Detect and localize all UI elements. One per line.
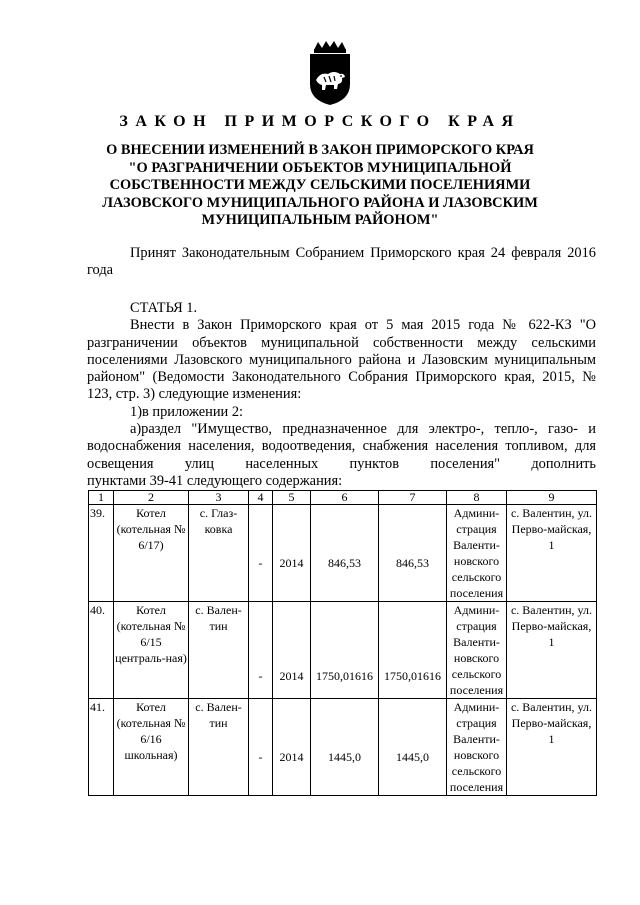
appendix-table [88,490,597,796]
adoption-note: Принят Законодательным Собранием Приморского края 24 февраля 2016 года [87,245,596,279]
article-item-a: а)раздел "Имущество, предназначенное для электро-, тепло-, газо- и водоснабжения населения, водоотведения, снабжения населения топливом, для освещения улиц населенных пунктов поселения" дополнить [87,421,596,472]
owner-cell: Админи-страция Валенти-новского сельского поселения [447,602,507,699]
value-cell-7: 846,53 [379,505,447,602]
column-header: 3 [189,491,249,505]
row-number: 39. [89,505,114,602]
value-cell-7: 1445,0 [379,699,447,796]
object-name: Котел (котельная № 6/16 школьная) [114,699,189,796]
object-name: Котел (котельная № 6/15 централь-ная) [114,602,189,699]
article-item-a-last: пунктами 39-41 следующего содержания: [87,472,343,489]
row-number: 41. [89,699,114,796]
column-header: 9 [507,491,597,505]
table-row [89,699,597,796]
subtitle-line: ЛАЗОВСКОГО МУНИЦИПАЛЬНОГО РАЙОНА И ЛАЗОВСКИМ [102,194,538,211]
owner-cell: Админи-страция Валенти-новского сельского поселения [447,699,507,796]
value-cell-6: 1445,0 [311,699,379,796]
column-header: 5 [273,491,311,505]
article-heading: СТАТЬЯ 1. [130,300,198,316]
law-title: ЗАКОН ПРИМОРСКОГО КРАЯ [119,113,521,130]
value-cell-6: 846,53 [311,505,379,602]
value-cell-6: 1750,01616 [311,602,379,699]
column-header: 7 [379,491,447,505]
object-location: с. Вален-тин [189,699,249,796]
row-number: 40. [89,602,114,699]
owner-cell: Админи-страция Валенти-новского сельского поселения [447,505,507,602]
address-cell: с. Валентин, ул. Перво-майская, 1 [507,602,597,699]
article-1 [87,300,596,490]
object-name: Котел (котельная № 6/17) [114,505,189,602]
article-intro: Внести в Закон Приморского края от 5 мая 2015 года № 622-КЗ "О разграничении объектов муниципальной собственности между сельскими поселениями Лазовского муниципального района и Лазовским муниципальным районом" (Ведомости Законодательного Собрания Приморского края, 2015, № 123, стр. 3) следующие изменения: [87,317,596,403]
cell-col4: - [249,602,273,699]
value-cell-7: 1750,01616 [379,602,447,699]
column-header: 8 [447,491,507,505]
object-location: с. Вален-тин [189,602,249,699]
subtitle-line: МУНИЦИПАЛЬНЫМ РАЙОНОМ" [201,212,439,229]
table-row [89,505,597,602]
cell-col4: - [249,699,273,796]
column-header: 1 [89,491,114,505]
column-header: 2 [114,491,189,505]
address-cell: с. Валентин, ул. Перво-майская, 1 [507,699,597,796]
table-row [89,602,597,699]
subtitle-line: СОБСТВЕННОСТИ МЕЖДУ СЕЛЬСКИМИ ПОСЕЛЕНИЯМИ [109,177,531,194]
table-header-row [89,491,597,505]
year-cell: 2014 [273,505,311,602]
subtitle-line: "О РАЗГРАНИЧЕНИИ ОБЪЕКТОВ МУНИЦИПАЛЬНОЙ [128,159,512,176]
address-cell: с. Валентин, ул. Перво-майская, 1 [507,505,597,602]
object-location: с. Глаз-ковка [189,505,249,602]
law-subtitle [60,142,580,230]
subtitle-line: О ВНЕСЕНИИ ИЗМЕНЕНИЙ В ЗАКОН ПРИМОРСКОГО КРАЯ [106,142,534,158]
coat-of-arms-icon [304,40,356,106]
article-item-1: 1)в приложении 2: [130,403,244,420]
column-header: 6 [311,491,379,505]
column-header: 4 [249,491,273,505]
cell-col4: - [249,505,273,602]
year-cell: 2014 [273,699,311,796]
year-cell: 2014 [273,602,311,699]
